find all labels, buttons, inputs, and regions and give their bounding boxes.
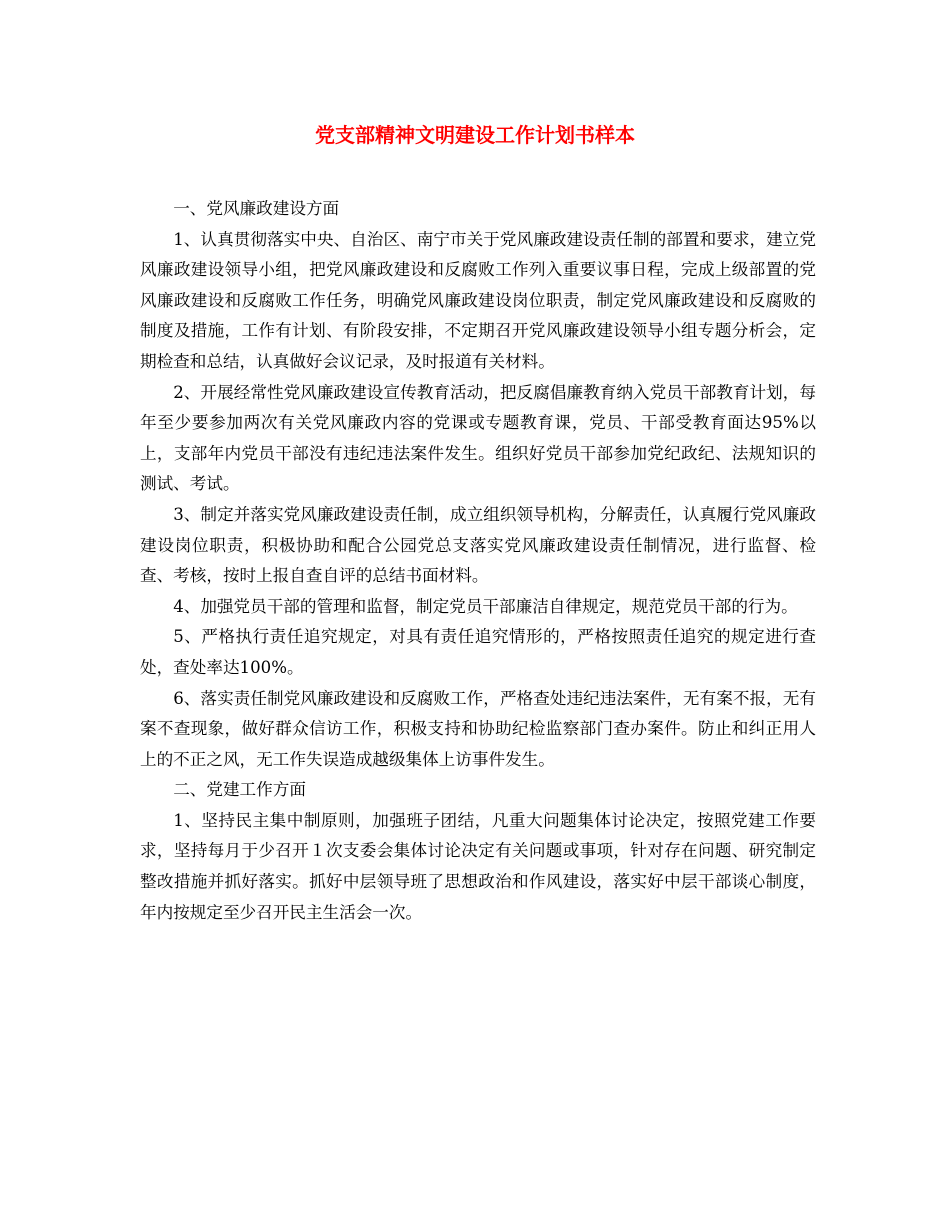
- document-title: 党支部精神文明建设工作计划书样本: [315, 123, 635, 147]
- paragraph: 5、严格执行责任追究规定，对具有责任追究情形的，严格按照责任追究的规定进行查处，查处率达100%。: [140, 627, 816, 677]
- paragraph: 1、认真贯彻落实中央、自治区、南宁市关于党风廉政建设责任制的部置和要求，建立党风廉政建设领导小组，把党风廉政建设和反腐败工作列入重要议事日程，完成上级部置的党风廉政建设和反腐败工作任务，明确党风廉政建设岗位职责，制定党风廉政建设和反腐败的制度及措施，工作有计划、有阶段安排，不定期召开党风廉政建设领导小组专题分析会，定期检查和总结，认真做好会议记录，及时报道有关材料。: [140, 229, 816, 371]
- paragraph: 3、制定并落实党风廉政建设责任制，成立组织领导机构，分解责任，认真履行党风廉政建设岗位职责，积极协助和配合公园党总支落实党风廉政建设责任制情况，进行监督、检查、考核，按时上报自查自评的总结书面材料。: [140, 504, 816, 586]
- section-heading: 一、党风廉政建设方面: [173, 199, 340, 218]
- paragraph: 6、落实责任制党风廉政建设和反腐败工作，严格查处违纪违法案件，无有案不报，无有案不查现象，做好群众信访工作，积极支持和协助纪检监察部门查办案件。防止和纠正用人上的不正之风，无工作失误造成越级集体上访事件发生。: [140, 688, 816, 769]
- paragraph: 2、开展经常性党风廉政建设宣传教育活动，把反腐倡廉教育纳入党员干部教育计划，每年至少要参加两次有关党风廉政内容的党课或专题教育课，党员、干部受教育面达95%以上，支部年内党员干部没有违纪违法案件发生。组织好党员干部参加党纪政纪、法规知识的测试、考试。: [140, 382, 816, 494]
- section-heading: 二、党建工作方面: [173, 780, 306, 800]
- paragraph: 4、加强党员干部的管理和监督，制定党员干部廉洁自律规定，规范党员干部的行为。: [173, 596, 798, 616]
- paragraph: 1、坚持民主集中制原则，加强班子团结，凡重大问题集体讨论决定，按照党建工作要求，坚持每月于少召开１次支委会集体讨论决定有关问题或事项，针对存在问题、研究制定整改措施并抓好落实。抓好中层领导班了思想政治和作风建设，落实好中层干部谈心制度，年内按规定至少召开民主生活会一次。: [140, 810, 816, 922]
- document-body: [140, 194, 816, 928]
